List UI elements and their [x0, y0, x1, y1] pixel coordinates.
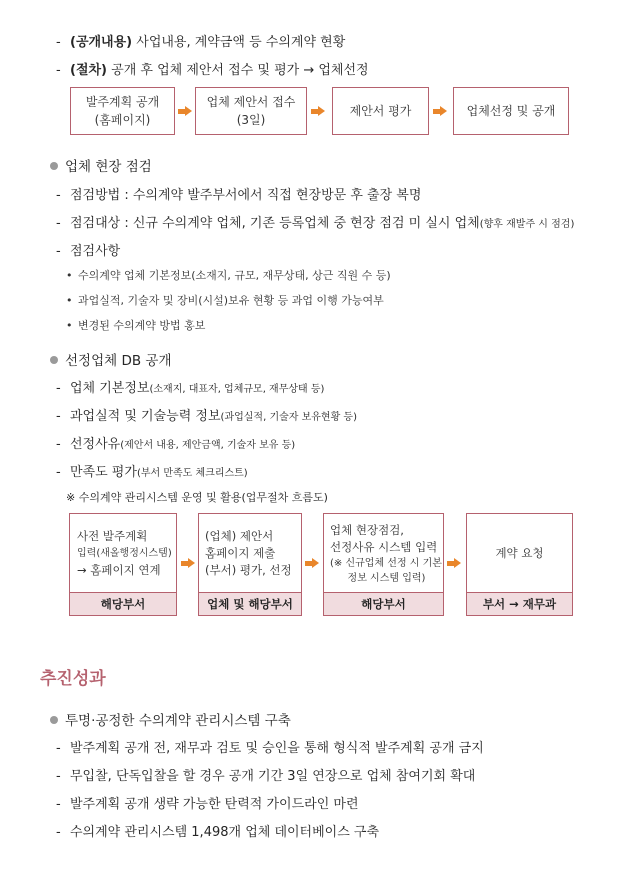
process-step-4 [453, 87, 569, 135]
results-item: - 발주계획 공개 생략 가능한 탄력적 가이드라인 마련 [56, 797, 359, 812]
results-title [50, 709, 291, 729]
results-item: - 발주계획 공개 전, 재무과 검토 및 승인을 통해 형식적 발주계획 공개 금지 [56, 741, 484, 756]
flow-line: 선정사유 시스템 입력 [330, 539, 438, 554]
process-step-1 [70, 87, 175, 135]
results-item: - 수의계약 관리시스템 1,498개 업체 데이터베이스 구축 [56, 825, 380, 840]
flow-line: (부서) 평가, 선정 [205, 563, 292, 577]
bullet-dot-icon [50, 162, 58, 170]
flow-step-2 [198, 513, 302, 616]
flow-line: (업체) 제안서 [205, 529, 274, 543]
results-title-text: 투명·공정한 수의계약 관리시스템 구축 [65, 713, 291, 729]
db-item-main: 과업실적 및 기술능력 정보 [70, 409, 221, 424]
db-flow-note: ※ 수의계약 관리시스템 운영 및 활용(업무절차 흐름도) [66, 491, 328, 504]
procedure-text: 공개 후 업체 제안서 접수 및 평가 → 업체선정 [107, 63, 369, 78]
db-title [50, 349, 172, 369]
flow-step-3 [323, 513, 444, 616]
db-item-main: 업체 기본정보 [70, 381, 150, 396]
inspection-item: • 변경된 수의계약 방법 홍보 [66, 319, 206, 332]
flow-step-owner: 해당부서 [70, 592, 176, 615]
db-item: - 업체 기본정보(소재지, 대표자, 업체규모, 재무상태 등) [56, 381, 325, 396]
inspection-target: - 점검대상 : 신규 수의계약 업체, 기존 등록업체 중 현장 점검 미 실시 업체(향후 재발주 시 점검) [56, 216, 575, 231]
inspection-item-text: 변경된 수의계약 방법 홍보 [78, 319, 206, 332]
db-item-note: (제안서 내용, 제안금액, 기술자 보유 등) [120, 440, 296, 451]
bullet-dot-icon [50, 716, 58, 724]
flow-step-owner: 업체 및 해당부서 [199, 592, 301, 615]
results-item-text: 발주계획 공개 생략 가능한 탄력적 가이드라인 마련 [70, 797, 359, 812]
inspection-item-text: 수의계약 업체 기본정보(소재지, 규모, 재무상태, 상근 직원 수 등) [78, 269, 391, 282]
process-step-2 [195, 87, 307, 135]
flow-line: 계약 요청 [495, 546, 544, 560]
step-sublabel: (홈페이지) [94, 113, 151, 127]
results-item-text: 무입찰, 단독입찰을 할 경우 공개 기간 3일 연장으로 업체 참여기회 확대 [70, 769, 476, 784]
inspection-items-title-text: 점검사항 [70, 244, 121, 259]
inspection-item-text: 과업실적, 기술자 및 장비(시설)보유 현황 등 과업 이행 가능여부 [78, 294, 384, 307]
flow-line: → 홈페이지 연계 [77, 563, 161, 577]
db-item-main: 선정사유 [70, 437, 121, 452]
process-step-3 [332, 87, 429, 135]
disclosure-label: (공개내용) [70, 35, 133, 50]
inspection-target-text: 점검대상 : 신규 수의계약 업체, 기존 등록업체 중 현장 점검 미 실시 업체 [70, 216, 480, 231]
step-label: 업체 제안서 접수 [206, 95, 296, 109]
procedure-line: - (절차) 공개 후 업체 제안서 접수 및 평가 → 업체선정 [56, 63, 369, 78]
db-item-note: (소재지, 대표자, 업체규모, 재무상태 등) [149, 384, 325, 395]
results-item-text: 발주계획 공개 전, 재무과 검토 및 승인을 통해 형식적 발주계획 공개 금지 [70, 741, 484, 756]
flow-line: (※ 신규업체 선정 시 기본 [330, 557, 442, 569]
flow-line: 입력(새올행정시스템) [77, 548, 172, 559]
inspection-target-note: (향후 재발주 시 점검) [479, 219, 575, 230]
flow-line: 사전 발주계획 [77, 529, 148, 543]
inspection-item: • 과업실적, 기술자 및 장비(시설)보유 현황 등 과업 이행 가능여부 [66, 294, 384, 307]
inspection-title [50, 155, 152, 175]
step-label: 제안서 평가 [349, 104, 412, 118]
results-heading: 추진성과 [40, 669, 106, 689]
flow-step-owner: 부서 → 재무과 [467, 592, 572, 615]
db-item-note: (부서 만족도 체크리스트) [136, 468, 248, 479]
db-item-main: 만족도 평가 [70, 465, 137, 480]
step-sublabel: (3일) [236, 113, 266, 127]
flow-step-1 [69, 513, 177, 616]
db-item: - 선정사유(제안서 내용, 제안금액, 기술자 보유 등) [56, 437, 296, 452]
step-label: 업체선정 및 공개 [466, 104, 556, 118]
results-item-text: 수의계약 관리시스템 1,498개 업체 데이터베이스 구축 [70, 825, 380, 840]
bullet-dot-icon [50, 356, 58, 364]
flow-line: 홈페이지 제출 [205, 546, 276, 560]
disclosure-content-line: - (공개내용) 사업내용, 계약금액 등 수의계약 현황 [56, 35, 346, 50]
inspection-items-title: - 점검사항 [56, 244, 121, 259]
step-label: 발주계획 공개 [85, 95, 160, 109]
inspection-title-text: 업체 현장 점검 [65, 159, 152, 175]
results-item: - 무입찰, 단독입찰을 할 경우 공개 기간 3일 연장으로 업체 참여기회 확대 [56, 769, 476, 784]
inspection-method-text: 점검방법 : 수의계약 발주부서에서 직접 현장방문 후 출장 복명 [70, 188, 422, 203]
disclosure-text: 사업내용, 계약금액 등 수의계약 현황 [132, 35, 346, 50]
procedure-label: (절차) [70, 63, 107, 78]
db-item: - 과업실적 및 기술능력 정보(과업실적, 기술자 보유현황 등) [56, 409, 357, 424]
inspection-method: - 점검방법 : 수의계약 발주부서에서 직접 현장방문 후 출장 복명 [56, 188, 422, 203]
inspection-item: • 수의계약 업체 기본정보(소재지, 규모, 재무상태, 상근 직원 수 등) [66, 269, 391, 282]
flow-step-owner: 해당부서 [324, 592, 443, 615]
flow-line: 업체 현장점검, [330, 522, 404, 537]
db-item: - 만족도 평가(부서 만족도 체크리스트) [56, 465, 248, 480]
db-title-text: 선정업체 DB 공개 [65, 353, 172, 369]
db-item-note: (과업실적, 기술자 보유현황 등) [220, 412, 357, 423]
flow-line: 정보 시스템 입력) [347, 572, 426, 584]
flow-step-4 [466, 513, 573, 616]
